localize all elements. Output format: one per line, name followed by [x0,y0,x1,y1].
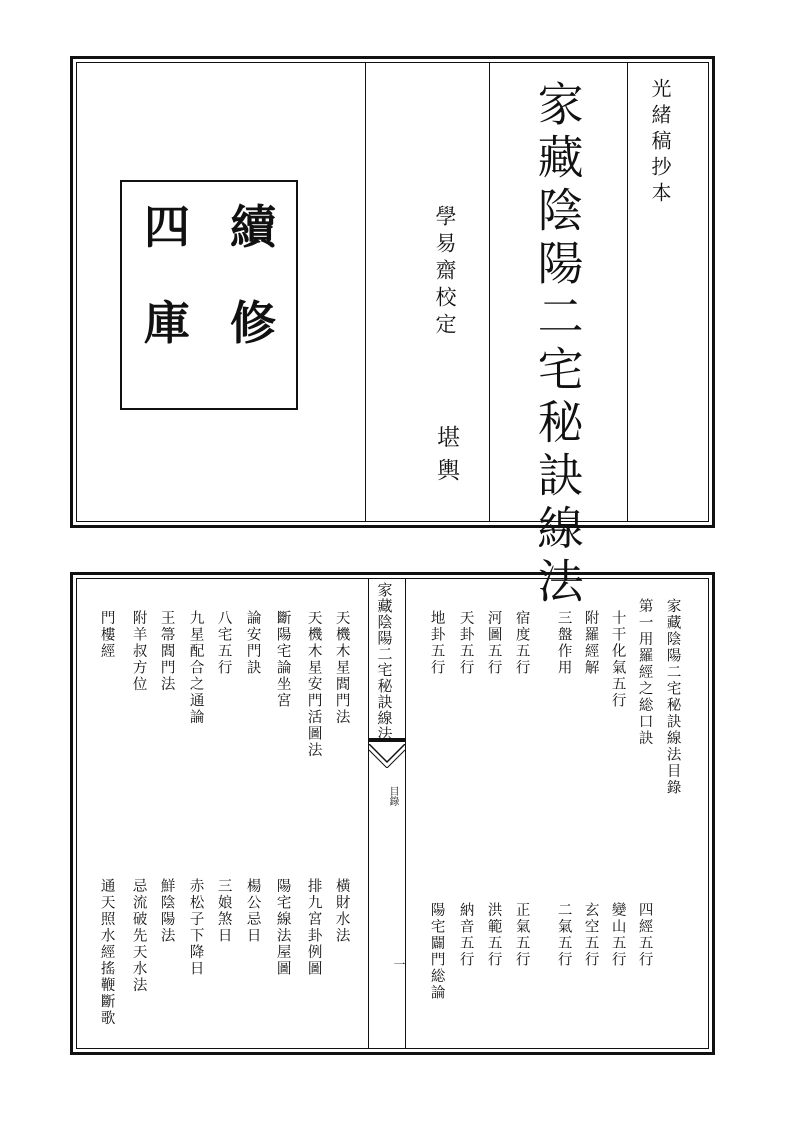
toc-entry: 楊公忌日 [244,878,261,944]
collection-seal [120,180,298,410]
author-credit: 學易齋校定 [433,205,457,340]
banner-title: 家藏陰陽二宅秘訣線法 [375,582,394,742]
page-number: 一 [392,958,406,970]
toc-entry: 八宅五行 [215,610,232,676]
toc-entry: 三盤作用 [555,610,572,676]
toc-entry: 天機木星閻門法 [333,610,350,726]
toc-entry: 鮮陰陽法 [158,878,175,944]
seal-char: 修 [230,296,276,350]
toc-entry: 斷陽宅論坐宮 [274,610,291,709]
toc-entry: 陽宅線法屋圖 [274,878,291,977]
toc-entry: 赤松子下降日 [187,878,204,977]
toc-entry: 正氣五行 [513,902,530,968]
toc-entry: 納音五行 [457,902,474,968]
seal-char: 四 [144,200,190,254]
toc-entry: 排九宮卦例圖 [305,878,322,977]
fish-tail-mark [369,744,405,768]
toc-entry: 陽宅闢門総論 [428,902,445,1001]
toc-entry: 附羊叔方位 [130,610,147,693]
genre-label: 堪輿 [433,425,459,491]
toc-entry: 附羅經解 [582,610,599,676]
banner-section-label: 目錄 [387,786,398,806]
toc-heading: 家藏陰陽二宅秘訣線法目錄 [664,598,681,796]
seal-char: 庫 [144,296,190,350]
toc-entry: 忌流破先天水法 [130,878,147,994]
toc-entry: 地卦五行 [428,610,445,676]
title-column-divider [365,62,366,522]
book-title: 家藏陰陽二宅秘訣線法 [530,80,585,610]
toc-entry: 論安門訣 [244,610,261,676]
toc-entry: 天卦五行 [457,610,474,676]
toc-entry: 九星配合之通論 [187,610,204,726]
toc-entry: 四經五行 [636,902,653,968]
seal-char: 續 [230,200,276,254]
edition-label: 光緒稿抄本 [648,78,672,208]
toc-entry: 王箒閻門法 [158,610,175,693]
title-column-divider [489,62,490,522]
toc-entry: 門樓經 [98,610,115,660]
toc-entry: 橫財水法 [333,878,350,944]
toc-entry: 通天照水經搖鞭斷歌 [98,878,115,1027]
title-column-divider [627,62,628,522]
toc-entry: 宿度五行 [513,610,530,676]
toc-entry: 十干化氣五行 [609,610,626,709]
toc-entry: 第一用羅經之総口訣 [636,598,653,747]
toc-entry: 玄空五行 [582,902,599,968]
toc-entry: 河圖五行 [485,610,502,676]
toc-entry: 變山五行 [609,902,626,968]
banner-border [368,578,369,1049]
toc-entry: 三娘煞日 [215,878,232,944]
toc-entry: 洪範五行 [485,902,502,968]
banner-border [405,578,406,1049]
toc-entry: 天機木星安門活圖法 [305,610,322,759]
toc-entry: 二氣五行 [555,902,572,968]
